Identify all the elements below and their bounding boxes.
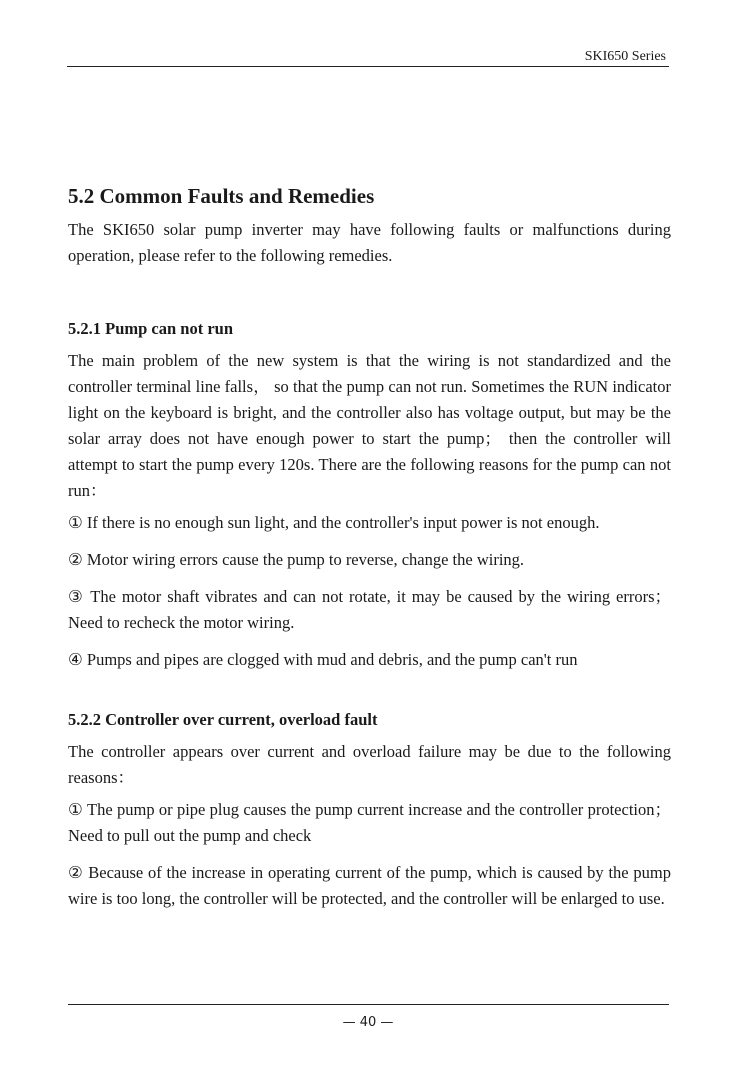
list-item: ④ Pumps and pipes are clogged with mud and debris, and the pump can't run — [68, 650, 578, 669]
overcurrent-description: The controller appears over current and overload failure may be due to the following reasons： — [68, 742, 671, 787]
list-item: ② Motor wiring errors cause the pump to reverse, change the wiring. — [68, 550, 525, 569]
series-label: SKI650 Series — [584, 49, 666, 64]
pump-not-run-description: The main problem of the new system is that the wiring is not standardized and the controller terminal line falls， so that the pump can not run. Sometimes the RUN indicator light on the keyboard is bright, and the controller also has voltage output, but may be the solar array does not have enough power to start the pump； then the controller will attempt to start the pump every 120s. There are the following reasons for the pump can not run： — [68, 351, 671, 500]
subsection-title-overcurrent: 5.2.2 Controller over current, overload fault — [68, 710, 378, 729]
subsection-title-pump-not-run: 5.2.1 Pump can not run — [68, 319, 234, 338]
page-number: — 40 — — [342, 1015, 394, 1030]
page-header — [67, 44, 669, 67]
page-content — [68, 182, 671, 923]
section-title: 5.2 Common Faults and Remedies — [68, 184, 375, 208]
list-item: ③ The motor shaft vibrates and can not rotate, it may be caused by the wiring errors； Need to recheck the motor wiring. — [68, 587, 671, 632]
list-item: ① If there is no enough sun light, and the controller's input power is not enough. — [68, 513, 600, 532]
section-intro: The SKI650 solar pump inverter may have following faults or malfunctions during operation, please refer to the following remedies. — [68, 220, 671, 265]
footer-divider — [68, 1004, 669, 1005]
list-item: ① The pump or pipe plug causes the pump current increase and the controller protection； Need to pull out the pump and check — [68, 800, 671, 845]
list-item: ② Because of the increase in operating current of the pump, which is caused by the pump wire is too long, the controller will be protected, and the controller will be enlarged to use. — [68, 863, 671, 908]
